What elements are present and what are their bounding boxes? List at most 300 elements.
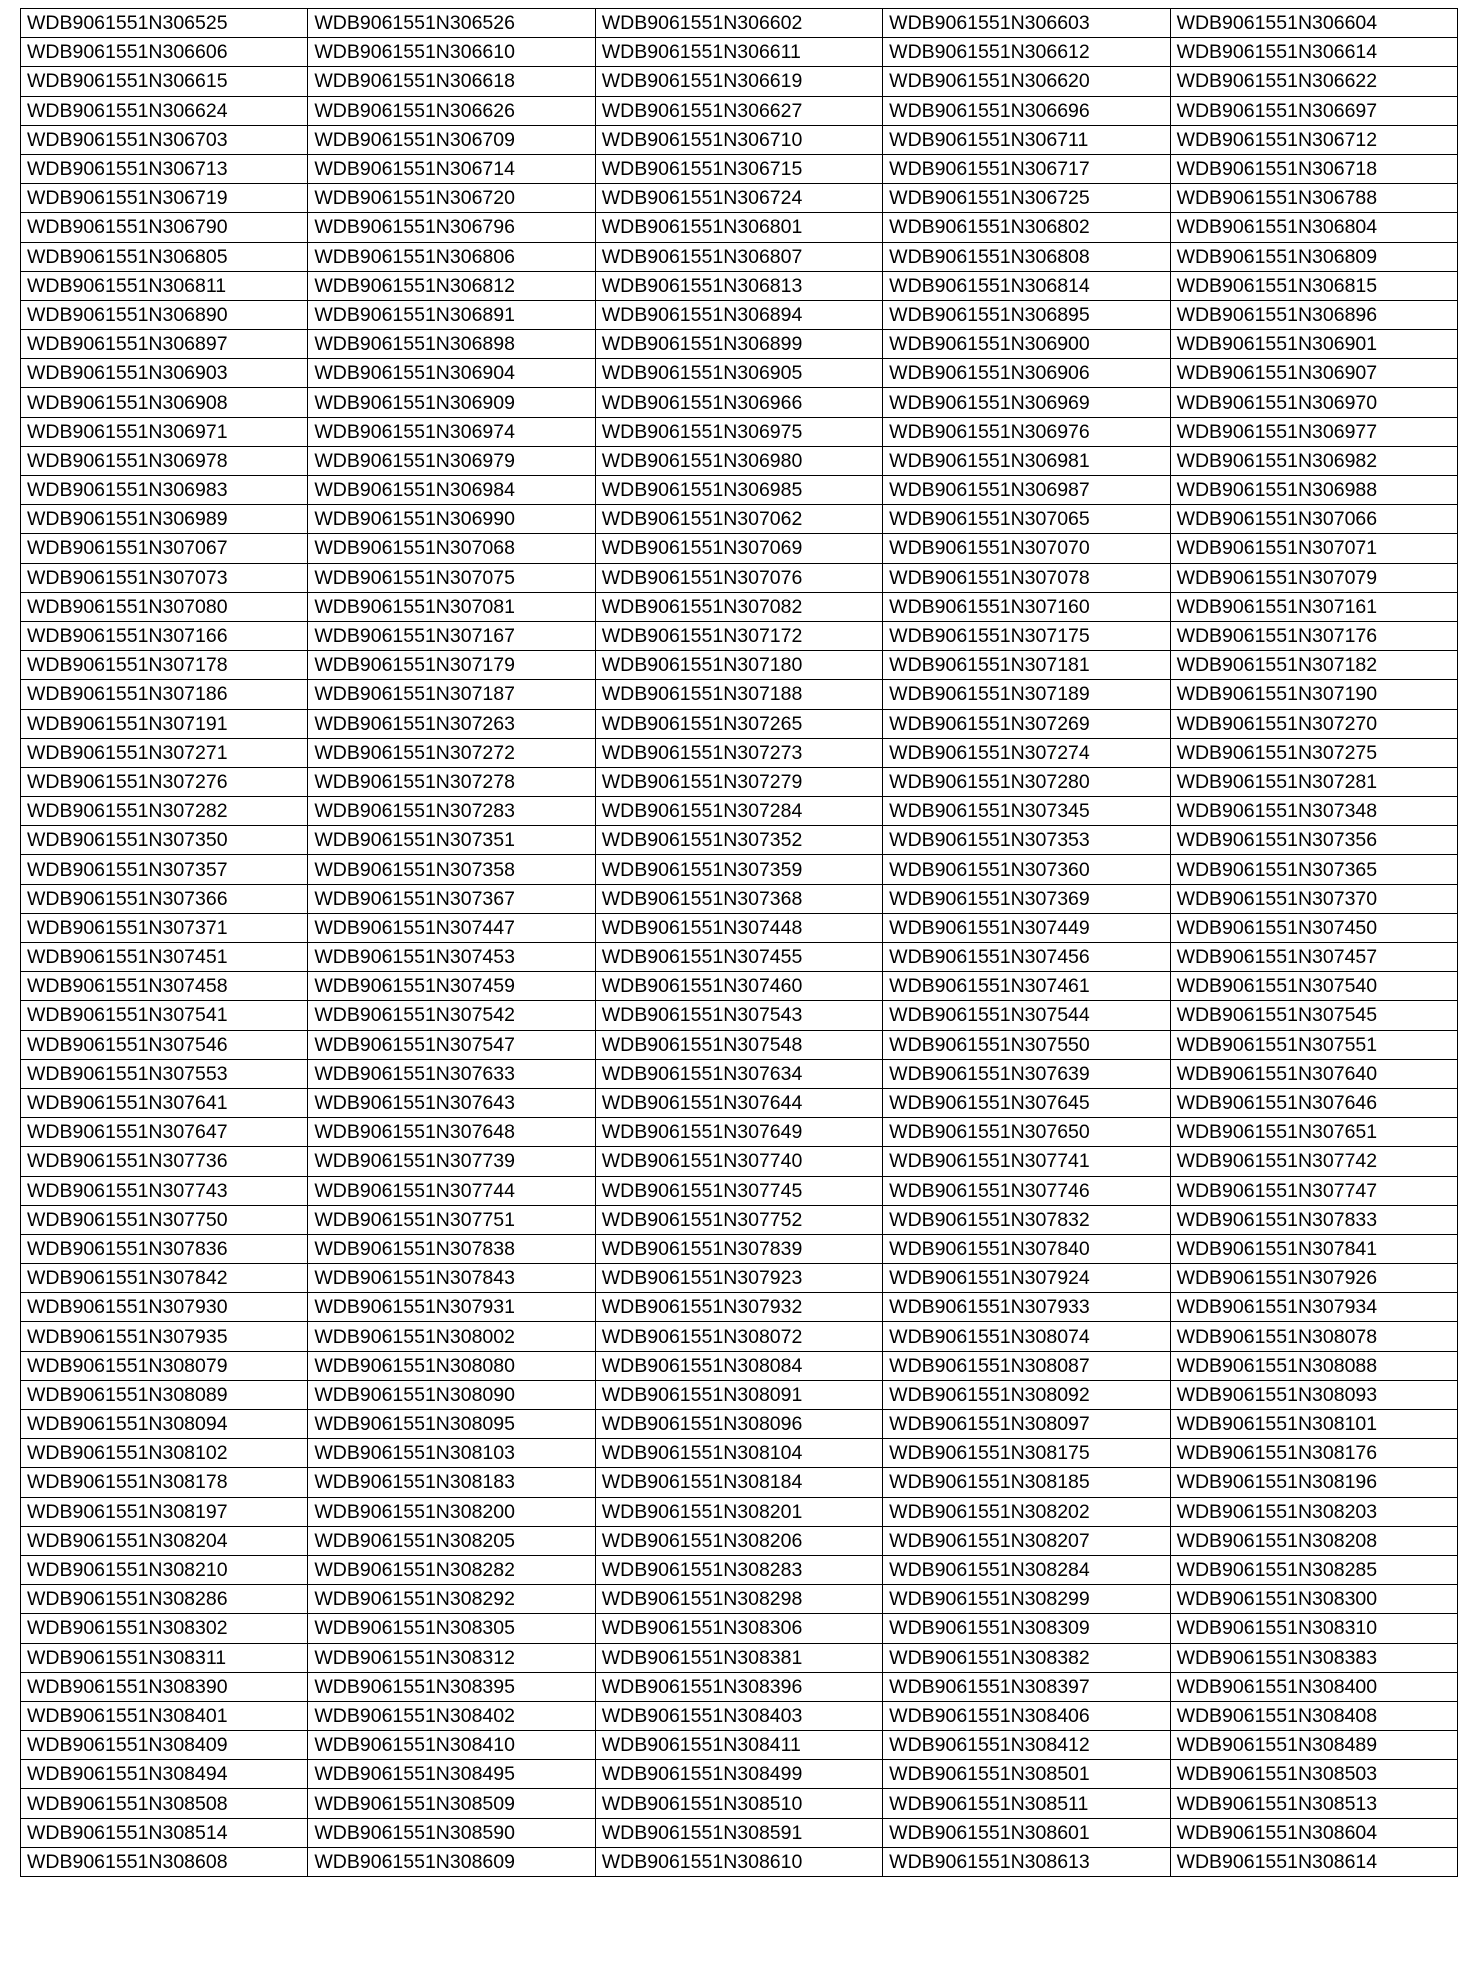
vin-cell: WDB9061551N308206 — [595, 1526, 882, 1555]
vin-cell: WDB9061551N307345 — [883, 797, 1170, 826]
vin-cell: WDB9061551N308501 — [883, 1760, 1170, 1789]
vin-cell: WDB9061551N306974 — [308, 417, 595, 446]
vin-cell: WDB9061551N306615 — [21, 67, 308, 96]
vin-cell: WDB9061551N307161 — [1170, 592, 1457, 621]
vin-cell: WDB9061551N306909 — [308, 388, 595, 417]
vin-cell: WDB9061551N308103 — [308, 1439, 595, 1468]
vin-cell: WDB9061551N307553 — [21, 1059, 308, 1088]
table-row — [21, 972, 1458, 1001]
vin-cell: WDB9061551N307541 — [21, 1001, 308, 1030]
table-row — [21, 388, 1458, 417]
vin-cell: WDB9061551N306619 — [595, 67, 882, 96]
table-row — [21, 1030, 1458, 1059]
vin-cell: WDB9061551N308175 — [883, 1439, 1170, 1468]
table-row — [21, 1351, 1458, 1380]
vin-cell: WDB9061551N306978 — [21, 446, 308, 475]
vin-cell: WDB9061551N308495 — [308, 1760, 595, 1789]
vin-cell: WDB9061551N306980 — [595, 446, 882, 475]
vin-cell: WDB9061551N307448 — [595, 913, 882, 942]
vin-cell: WDB9061551N306712 — [1170, 125, 1457, 154]
vin-cell: WDB9061551N308513 — [1170, 1789, 1457, 1818]
vin-cell: WDB9061551N306903 — [21, 359, 308, 388]
vin-cell: WDB9061551N306713 — [21, 154, 308, 183]
vin-cell: WDB9061551N308101 — [1170, 1410, 1457, 1439]
vin-cell: WDB9061551N308508 — [21, 1789, 308, 1818]
vin-cell: WDB9061551N306896 — [1170, 300, 1457, 329]
table-row — [21, 1643, 1458, 1672]
vin-cell: WDB9061551N306990 — [308, 505, 595, 534]
table-row — [21, 651, 1458, 680]
vin-cell: WDB9061551N306900 — [883, 330, 1170, 359]
vin-cell: WDB9061551N307062 — [595, 505, 882, 534]
table-row — [21, 592, 1458, 621]
vin-cell: WDB9061551N307190 — [1170, 680, 1457, 709]
vin-cell: WDB9061551N307841 — [1170, 1234, 1457, 1263]
table-row — [21, 1264, 1458, 1293]
vin-cell: WDB9061551N306711 — [883, 125, 1170, 154]
table-row — [21, 1088, 1458, 1117]
vin-cell: WDB9061551N307924 — [883, 1264, 1170, 1293]
table-row — [21, 1205, 1458, 1234]
vin-cell: WDB9061551N307282 — [21, 797, 308, 826]
table-row — [21, 1380, 1458, 1409]
vin-cell: WDB9061551N306970 — [1170, 388, 1457, 417]
vin-cell: WDB9061551N306985 — [595, 476, 882, 505]
vin-cell: WDB9061551N307647 — [21, 1118, 308, 1147]
table-row — [21, 1147, 1458, 1176]
vin-cell: WDB9061551N308311 — [21, 1643, 308, 1672]
vin-cell: WDB9061551N307641 — [21, 1088, 308, 1117]
vin-cell: WDB9061551N306811 — [21, 271, 308, 300]
vin-cell: WDB9061551N306814 — [883, 271, 1170, 300]
vin-cell: WDB9061551N307276 — [21, 767, 308, 796]
table-row — [21, 767, 1458, 796]
vin-cell: WDB9061551N306612 — [883, 38, 1170, 67]
vin-cell: WDB9061551N306790 — [21, 213, 308, 242]
vin-cell: WDB9061551N308203 — [1170, 1497, 1457, 1526]
vin-cell: WDB9061551N308285 — [1170, 1555, 1457, 1584]
table-row — [21, 1701, 1458, 1730]
vin-cell: WDB9061551N308200 — [308, 1497, 595, 1526]
table-row — [21, 1585, 1458, 1614]
vin-cell: WDB9061551N308102 — [21, 1439, 308, 1468]
vin-cell: WDB9061551N308312 — [308, 1643, 595, 1672]
vin-cell: WDB9061551N306982 — [1170, 446, 1457, 475]
table-row — [21, 1059, 1458, 1088]
vin-cell: WDB9061551N307280 — [883, 767, 1170, 796]
vin-cell: WDB9061551N307648 — [308, 1118, 595, 1147]
vin-cell: WDB9061551N308410 — [308, 1731, 595, 1760]
vin-cell: WDB9061551N307073 — [21, 563, 308, 592]
table-row — [21, 242, 1458, 271]
vin-cell: WDB9061551N308302 — [21, 1614, 308, 1643]
vin-cell: WDB9061551N307544 — [883, 1001, 1170, 1030]
vin-cell: WDB9061551N307274 — [883, 738, 1170, 767]
vin-cell: WDB9061551N307838 — [308, 1234, 595, 1263]
table-row — [21, 505, 1458, 534]
vin-cell: WDB9061551N308503 — [1170, 1760, 1457, 1789]
vin-cell: WDB9061551N307079 — [1170, 563, 1457, 592]
vin-cell: WDB9061551N307271 — [21, 738, 308, 767]
vin-cell: WDB9061551N307461 — [883, 972, 1170, 1001]
vin-cell: WDB9061551N307081 — [308, 592, 595, 621]
vin-cell: WDB9061551N307639 — [883, 1059, 1170, 1088]
vin-cell: WDB9061551N308382 — [883, 1643, 1170, 1672]
vin-cell: WDB9061551N306895 — [883, 300, 1170, 329]
vin-cell: WDB9061551N306696 — [883, 96, 1170, 125]
vin-cell: WDB9061551N307742 — [1170, 1147, 1457, 1176]
vin-cell: WDB9061551N306905 — [595, 359, 882, 388]
vin-cell: WDB9061551N308183 — [308, 1468, 595, 1497]
table-row — [21, 1497, 1458, 1526]
vin-cell: WDB9061551N307836 — [21, 1234, 308, 1263]
vin-cell: WDB9061551N307933 — [883, 1293, 1170, 1322]
vin-cell: WDB9061551N308208 — [1170, 1526, 1457, 1555]
table-row — [21, 913, 1458, 942]
vin-cell: WDB9061551N308401 — [21, 1701, 308, 1730]
table-row — [21, 855, 1458, 884]
vin-cell: WDB9061551N306890 — [21, 300, 308, 329]
vin-cell: WDB9061551N307833 — [1170, 1205, 1457, 1234]
vin-cell: WDB9061551N306717 — [883, 154, 1170, 183]
vin-cell: WDB9061551N307842 — [21, 1264, 308, 1293]
vin-cell: WDB9061551N306806 — [308, 242, 595, 271]
vin-cell: WDB9061551N306966 — [595, 388, 882, 417]
vin-cell: WDB9061551N307358 — [308, 855, 595, 884]
vin-cell: WDB9061551N307191 — [21, 709, 308, 738]
vin-cell: WDB9061551N306611 — [595, 38, 882, 67]
vin-cell: WDB9061551N306624 — [21, 96, 308, 125]
table-row — [21, 709, 1458, 738]
vin-cell: WDB9061551N307640 — [1170, 1059, 1457, 1088]
vin-cell: WDB9061551N306626 — [308, 96, 595, 125]
vin-cell: WDB9061551N308292 — [308, 1585, 595, 1614]
vin-cell: WDB9061551N307180 — [595, 651, 882, 680]
vin-cell: WDB9061551N306525 — [21, 9, 308, 38]
vin-cell: WDB9061551N307078 — [883, 563, 1170, 592]
vin-cell: WDB9061551N307547 — [308, 1030, 595, 1059]
vin-cell: WDB9061551N307455 — [595, 943, 882, 972]
vin-cell: WDB9061551N306719 — [21, 184, 308, 213]
vin-cell: WDB9061551N308609 — [308, 1847, 595, 1876]
vin-cell: WDB9061551N307458 — [21, 972, 308, 1001]
vin-cell: WDB9061551N307075 — [308, 563, 595, 592]
vin-cell: WDB9061551N308091 — [595, 1380, 882, 1409]
vin-cell: WDB9061551N307281 — [1170, 767, 1457, 796]
table-row — [21, 1614, 1458, 1643]
vin-cell: WDB9061551N307181 — [883, 651, 1170, 680]
vin-cell: WDB9061551N306526 — [308, 9, 595, 38]
vin-cell: WDB9061551N306697 — [1170, 96, 1457, 125]
vin-cell: WDB9061551N307747 — [1170, 1176, 1457, 1205]
vin-cell: WDB9061551N307348 — [1170, 797, 1457, 826]
vin-cell: WDB9061551N307548 — [595, 1030, 882, 1059]
vin-cell: WDB9061551N306809 — [1170, 242, 1457, 271]
vin-cell: WDB9061551N306971 — [21, 417, 308, 446]
vin-cell: WDB9061551N306813 — [595, 271, 882, 300]
vin-cell: WDB9061551N307740 — [595, 1147, 882, 1176]
vin-cell: WDB9061551N306906 — [883, 359, 1170, 388]
vin-cell: WDB9061551N307752 — [595, 1205, 882, 1234]
vin-cell: WDB9061551N307186 — [21, 680, 308, 709]
vin-cell: WDB9061551N308201 — [595, 1497, 882, 1526]
vin-cell: WDB9061551N306796 — [308, 213, 595, 242]
vin-cell: WDB9061551N307187 — [308, 680, 595, 709]
vin-cell: WDB9061551N307357 — [21, 855, 308, 884]
vin-cell: WDB9061551N308084 — [595, 1351, 882, 1380]
table-row — [21, 826, 1458, 855]
vin-cell: WDB9061551N308178 — [21, 1468, 308, 1497]
vin-cell: WDB9061551N307070 — [883, 534, 1170, 563]
vin-cell: WDB9061551N307643 — [308, 1088, 595, 1117]
vin-cell: WDB9061551N306977 — [1170, 417, 1457, 446]
vin-cell: WDB9061551N307178 — [21, 651, 308, 680]
vin-cell: WDB9061551N307650 — [883, 1118, 1170, 1147]
vin-cell: WDB9061551N307542 — [308, 1001, 595, 1030]
vin-cell: WDB9061551N308590 — [308, 1818, 595, 1847]
table-row — [21, 797, 1458, 826]
vin-cell: WDB9061551N307457 — [1170, 943, 1457, 972]
table-row — [21, 1555, 1458, 1584]
vin-cell: WDB9061551N307066 — [1170, 505, 1457, 534]
vin-cell: WDB9061551N308310 — [1170, 1614, 1457, 1643]
table-row — [21, 38, 1458, 67]
vin-cell: WDB9061551N308309 — [883, 1614, 1170, 1643]
table-row — [21, 943, 1458, 972]
vin-cell: WDB9061551N308088 — [1170, 1351, 1457, 1380]
vin-cell: WDB9061551N308104 — [595, 1439, 882, 1468]
vin-cell: WDB9061551N307068 — [308, 534, 595, 563]
vin-cell: WDB9061551N308087 — [883, 1351, 1170, 1380]
vin-cell: WDB9061551N307080 — [21, 592, 308, 621]
vin-cell: WDB9061551N307350 — [21, 826, 308, 855]
vin-cell: WDB9061551N308305 — [308, 1614, 595, 1643]
table-row — [21, 1847, 1458, 1876]
vin-cell: WDB9061551N308396 — [595, 1672, 882, 1701]
vin-cell: WDB9061551N306715 — [595, 154, 882, 183]
vin-cell: WDB9061551N306976 — [883, 417, 1170, 446]
vin-cell: WDB9061551N306606 — [21, 38, 308, 67]
vin-cell: WDB9061551N307451 — [21, 943, 308, 972]
vin-cell: WDB9061551N306618 — [308, 67, 595, 96]
vin-cell: WDB9061551N307456 — [883, 943, 1170, 972]
vin-cell: WDB9061551N308397 — [883, 1672, 1170, 1701]
vin-cell: WDB9061551N307651 — [1170, 1118, 1457, 1147]
vin-cell: WDB9061551N307065 — [883, 505, 1170, 534]
vin-cell: WDB9061551N307273 — [595, 738, 882, 767]
table-row — [21, 213, 1458, 242]
table-row — [21, 476, 1458, 505]
table-row — [21, 884, 1458, 913]
vin-cell: WDB9061551N308409 — [21, 1731, 308, 1760]
vin-cell: WDB9061551N306603 — [883, 9, 1170, 38]
vin-cell: WDB9061551N306989 — [21, 505, 308, 534]
vin-table-body — [21, 9, 1458, 1877]
vin-cell: WDB9061551N306908 — [21, 388, 308, 417]
vin-cell: WDB9061551N307447 — [308, 913, 595, 942]
vin-cell: WDB9061551N307076 — [595, 563, 882, 592]
vin-cell: WDB9061551N307744 — [308, 1176, 595, 1205]
vin-cell: WDB9061551N308403 — [595, 1701, 882, 1730]
vin-cell: WDB9061551N306898 — [308, 330, 595, 359]
vin-cell: WDB9061551N307176 — [1170, 621, 1457, 650]
vin-cell: WDB9061551N308176 — [1170, 1439, 1457, 1468]
table-row — [21, 1410, 1458, 1439]
vin-cell: WDB9061551N307270 — [1170, 709, 1457, 738]
vin-cell: WDB9061551N307460 — [595, 972, 882, 1001]
vin-cell: WDB9061551N307736 — [21, 1147, 308, 1176]
vin-cell: WDB9061551N308614 — [1170, 1847, 1457, 1876]
vin-cell: WDB9061551N307067 — [21, 534, 308, 563]
table-row — [21, 330, 1458, 359]
table-row — [21, 563, 1458, 592]
table-row — [21, 621, 1458, 650]
table-row — [21, 1526, 1458, 1555]
vin-cell: WDB9061551N307746 — [883, 1176, 1170, 1205]
vin-cell: WDB9061551N308511 — [883, 1789, 1170, 1818]
table-row — [21, 1118, 1458, 1147]
vin-cell: WDB9061551N306979 — [308, 446, 595, 475]
vin-cell: WDB9061551N308383 — [1170, 1643, 1457, 1672]
vin-cell: WDB9061551N308185 — [883, 1468, 1170, 1497]
vin-cell: WDB9061551N306897 — [21, 330, 308, 359]
table-row — [21, 446, 1458, 475]
vin-cell: WDB9061551N307272 — [308, 738, 595, 767]
vin-cell: WDB9061551N307739 — [308, 1147, 595, 1176]
vin-cell: WDB9061551N307189 — [883, 680, 1170, 709]
vin-cell: WDB9061551N307359 — [595, 855, 882, 884]
vin-cell: WDB9061551N307551 — [1170, 1030, 1457, 1059]
vin-cell: WDB9061551N306901 — [1170, 330, 1457, 359]
vin-cell: WDB9061551N308411 — [595, 1731, 882, 1760]
vin-cell: WDB9061551N306805 — [21, 242, 308, 271]
vin-cell: WDB9061551N308197 — [21, 1497, 308, 1526]
vin-cell: WDB9061551N307353 — [883, 826, 1170, 855]
vin-cell: WDB9061551N307459 — [308, 972, 595, 1001]
vin-cell: WDB9061551N308093 — [1170, 1380, 1457, 1409]
vin-cell: WDB9061551N307540 — [1170, 972, 1457, 1001]
table-row — [21, 1760, 1458, 1789]
vin-cell: WDB9061551N306604 — [1170, 9, 1457, 38]
table-row — [21, 1234, 1458, 1263]
vin-cell: WDB9061551N307275 — [1170, 738, 1457, 767]
vin-cell: WDB9061551N306614 — [1170, 38, 1457, 67]
vin-cell: WDB9061551N308078 — [1170, 1322, 1457, 1351]
vin-cell: WDB9061551N307356 — [1170, 826, 1457, 855]
vin-cell: WDB9061551N308283 — [595, 1555, 882, 1584]
vin-cell: WDB9061551N307745 — [595, 1176, 882, 1205]
table-row — [21, 417, 1458, 446]
vin-cell: WDB9061551N307832 — [883, 1205, 1170, 1234]
vin-cell: WDB9061551N308090 — [308, 1380, 595, 1409]
vin-cell: WDB9061551N306894 — [595, 300, 882, 329]
vin-cell: WDB9061551N306899 — [595, 330, 882, 359]
vin-cell: WDB9061551N308092 — [883, 1380, 1170, 1409]
table-row — [21, 738, 1458, 767]
vin-cell: WDB9061551N306710 — [595, 125, 882, 154]
vin-cell: WDB9061551N307453 — [308, 943, 595, 972]
vin-cell: WDB9061551N308402 — [308, 1701, 595, 1730]
vin-cell: WDB9061551N306987 — [883, 476, 1170, 505]
vin-cell: WDB9061551N308202 — [883, 1497, 1170, 1526]
vin-cell: WDB9061551N308591 — [595, 1818, 882, 1847]
vin-cell: WDB9061551N308184 — [595, 1468, 882, 1497]
vin-cell: WDB9061551N308089 — [21, 1380, 308, 1409]
vin-cell: WDB9061551N306907 — [1170, 359, 1457, 388]
vin-cell: WDB9061551N307751 — [308, 1205, 595, 1234]
table-row — [21, 271, 1458, 300]
vin-cell: WDB9061551N306602 — [595, 9, 882, 38]
vin-cell: WDB9061551N307633 — [308, 1059, 595, 1088]
vin-cell: WDB9061551N308286 — [21, 1585, 308, 1614]
table-row — [21, 1439, 1458, 1468]
vin-cell: WDB9061551N307369 — [883, 884, 1170, 913]
vin-cell: WDB9061551N308300 — [1170, 1585, 1457, 1614]
vin-cell: WDB9061551N306804 — [1170, 213, 1457, 242]
table-row — [21, 680, 1458, 709]
vin-cell: WDB9061551N307741 — [883, 1147, 1170, 1176]
vin-cell: WDB9061551N306801 — [595, 213, 882, 242]
vin-cell: WDB9061551N306812 — [308, 271, 595, 300]
vin-cell: WDB9061551N307931 — [308, 1293, 595, 1322]
vin-cell: WDB9061551N306622 — [1170, 67, 1457, 96]
vin-cell: WDB9061551N307265 — [595, 709, 882, 738]
vin-cell: WDB9061551N306988 — [1170, 476, 1457, 505]
vin-cell: WDB9061551N307269 — [883, 709, 1170, 738]
vin-cell: WDB9061551N307279 — [595, 767, 882, 796]
vin-cell: WDB9061551N306981 — [883, 446, 1170, 475]
vin-cell: WDB9061551N306802 — [883, 213, 1170, 242]
vin-cell: WDB9061551N307932 — [595, 1293, 882, 1322]
vin-cell: WDB9061551N308608 — [21, 1847, 308, 1876]
vin-cell: WDB9061551N307069 — [595, 534, 882, 563]
vin-cell: WDB9061551N307082 — [595, 592, 882, 621]
vin-cell: WDB9061551N307365 — [1170, 855, 1457, 884]
vin-cell: WDB9061551N308412 — [883, 1731, 1170, 1760]
vin-cell: WDB9061551N308284 — [883, 1555, 1170, 1584]
vin-cell: WDB9061551N307644 — [595, 1088, 882, 1117]
vin-cell: WDB9061551N308604 — [1170, 1818, 1457, 1847]
vin-cell: WDB9061551N307167 — [308, 621, 595, 650]
vin-cell: WDB9061551N307160 — [883, 592, 1170, 621]
vin-cell: WDB9061551N307545 — [1170, 1001, 1457, 1030]
vin-cell: WDB9061551N307840 — [883, 1234, 1170, 1263]
vin-cell: WDB9061551N307071 — [1170, 534, 1457, 563]
vin-cell: WDB9061551N308514 — [21, 1818, 308, 1847]
document-page — [20, 8, 1457, 1877]
vin-cell: WDB9061551N308406 — [883, 1701, 1170, 1730]
table-row — [21, 1176, 1458, 1205]
vin-cell: WDB9061551N307546 — [21, 1030, 308, 1059]
vin-cell: WDB9061551N306714 — [308, 154, 595, 183]
vin-cell: WDB9061551N307283 — [308, 797, 595, 826]
vin-cell: WDB9061551N306969 — [883, 388, 1170, 417]
vin-cell: WDB9061551N306627 — [595, 96, 882, 125]
vin-cell: WDB9061551N308298 — [595, 1585, 882, 1614]
vin-cell: WDB9061551N308509 — [308, 1789, 595, 1818]
vin-cell: WDB9061551N308400 — [1170, 1672, 1457, 1701]
vin-cell: WDB9061551N306815 — [1170, 271, 1457, 300]
table-row — [21, 1322, 1458, 1351]
table-row — [21, 1818, 1458, 1847]
table-row — [21, 534, 1458, 563]
vin-cell: WDB9061551N308196 — [1170, 1468, 1457, 1497]
table-row — [21, 1468, 1458, 1497]
vin-cell: WDB9061551N308601 — [883, 1818, 1170, 1847]
vin-cell: WDB9061551N307743 — [21, 1176, 308, 1205]
vin-cell: WDB9061551N308390 — [21, 1672, 308, 1701]
vin-cell: WDB9061551N307645 — [883, 1088, 1170, 1117]
